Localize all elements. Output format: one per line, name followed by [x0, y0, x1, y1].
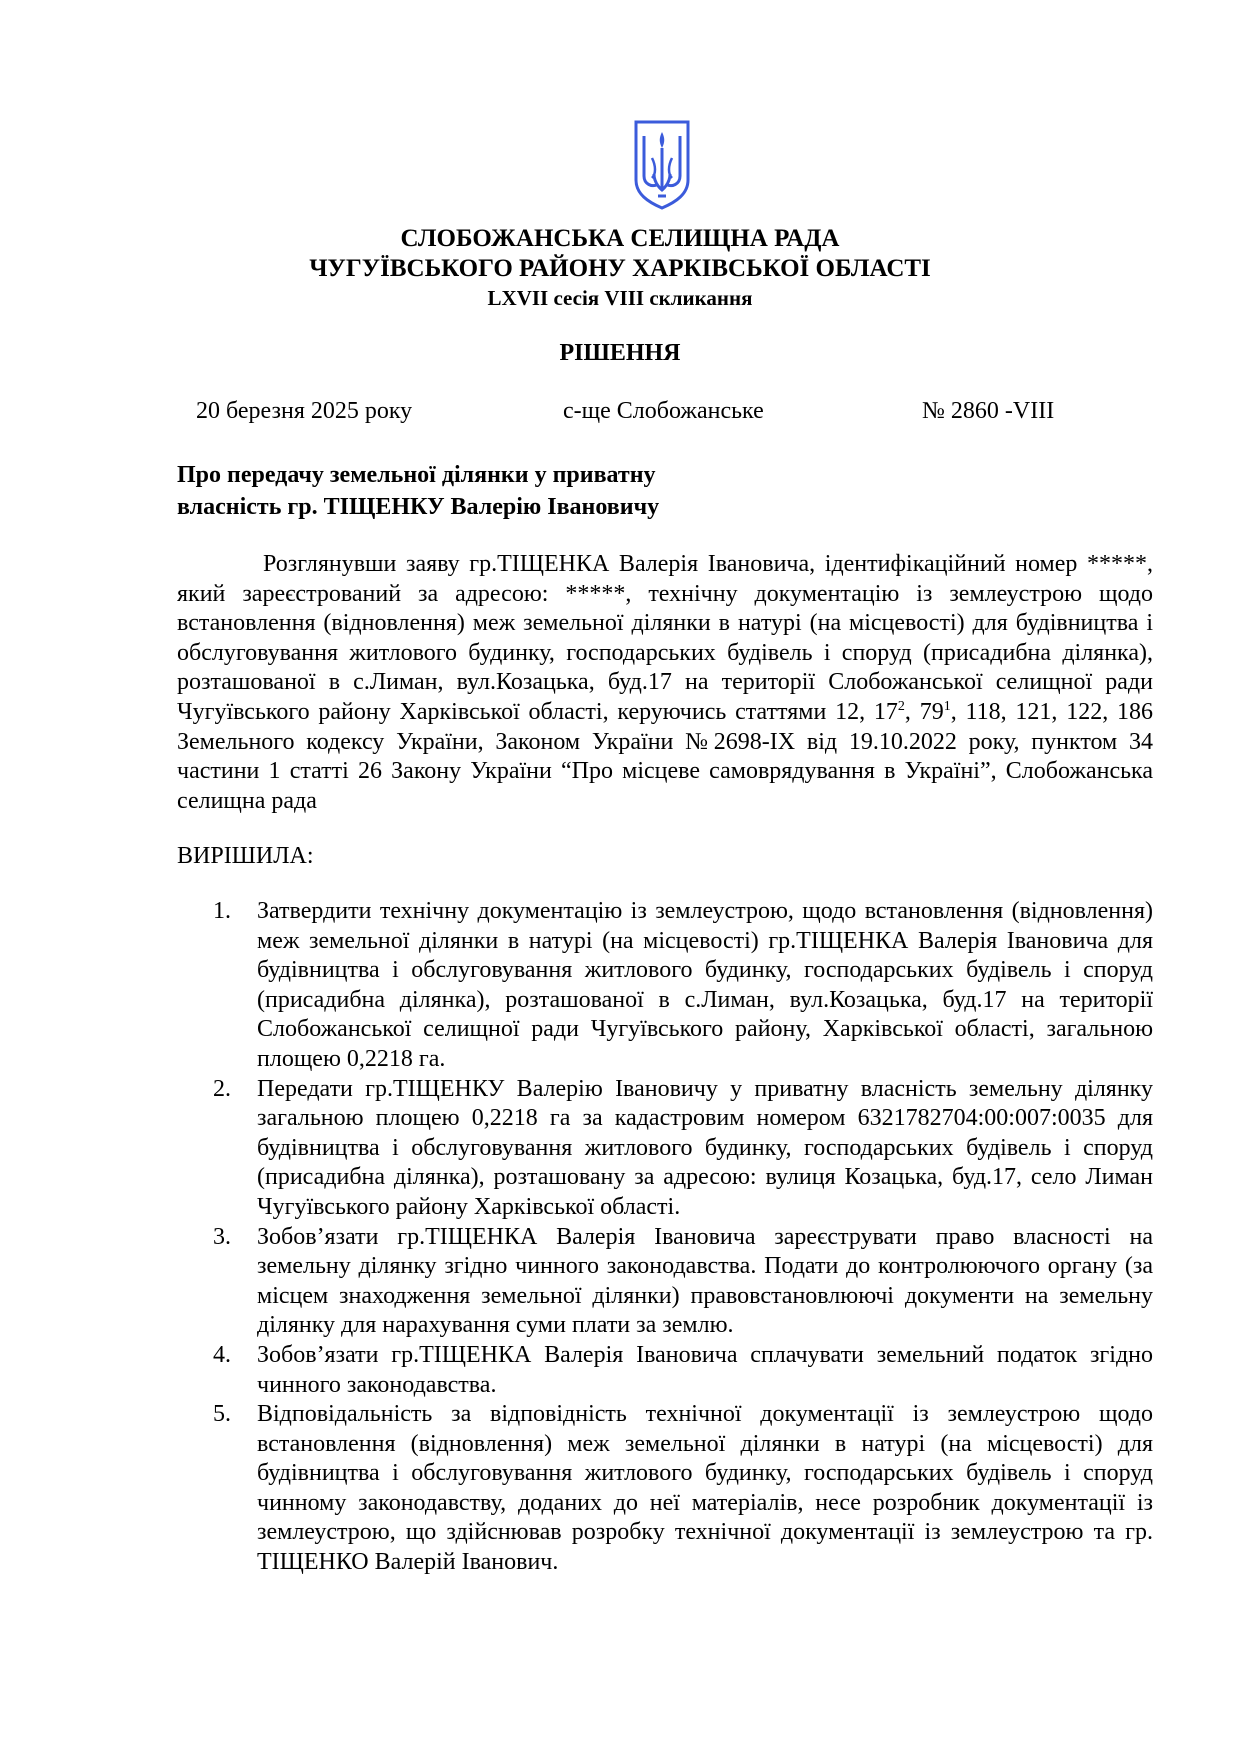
decision-subject [177, 459, 877, 523]
subject-line1: Про передачу земельної ділянки у приватну [177, 462, 656, 488]
item-number: 1. [213, 898, 231, 924]
superscript-2: 2 [897, 698, 905, 714]
superscript-1: 1 [943, 698, 951, 714]
preamble-text-part3: , 118, 121, 122, 186 Земельного кодексу України, Законом України №2698-IX від 19.10.2022 року, пунктом 34 частини 1 статті 26 Закону України “Про місцеве самоврядування в Україні”, Слобожанська селищна рада [177, 698, 1154, 814]
item-text: Затвердити технічну документацію із землеустрою, щодо встановлення (відновлення) меж земельної ділянки в натурі (на місцевості) гр.ТІЩЕНКА Валерія Івановича для будівництва і обслуговування житлового будинку, господарських будівель і споруд (присадибна ділянка), розташованої в с.Лиман, вул.Козацька, буд.17 на території Слобожанської селищної ради Чугуївського району, Харківської області, загальною площею 0,2218 га. [257, 898, 1153, 1072]
preamble-paragraph [177, 550, 1153, 816]
decision-place: с-ще Слобожанське [563, 398, 764, 424]
list-item [177, 897, 1153, 1075]
list-item [177, 1223, 1153, 1341]
item-number: 3. [213, 1223, 231, 1250]
item-text: Зобов’язати гр.ТІЩЕНКА Валерія Івановича зареєструвати право власності на земельну ділянку згідно чинного законодавства. Подати до контролюючого органу (за місцем знаходження земельної ділянки) правовстановлюючі документи на земельну ділянку для нарахування суми плати за землю. [257, 1223, 1153, 1339]
session-line: LXVII сесія VIII скликання [487, 286, 753, 310]
preamble-text-part1: Розглянувши заяву гр.ТІЩЕНКА Валерія Івановича, ідентифікаційний номер *****, який зареєстрований за адресою: *****, технічну документацію із землеустрою щодо встановлення (відновлення) меж земельної ділянки в натурі (на місцевості) для будівництва і обслуговування житлового будинку, господарських будівель і споруд (присадибна ділянка), розташованої в с.Лиман, вул.Козацька, буд.17 на території Слобожанської селищної ради Чугуївського району Харківської області, керуючись статтями 12, 17 [177, 551, 1153, 725]
item-number: 2. [213, 1075, 231, 1102]
decision-number: № 2860 -VIII [922, 398, 1055, 424]
item-number: 5. [213, 1401, 231, 1428]
item-text: Передати гр.ТІЩЕНКУ Валерію Івановичу у приватну власність земельну ділянку загальною площею 0,2218 га за кадастровим номером 6321782704:00:007:0035 для будівництва і обслуговування житлового будинку, господарських будівель і споруд (присадибна ділянка), розташовану за адресою: вулиця Козацька, буд.17, село Лиман Чугуївського району Харківської області. [257, 1075, 1153, 1220]
list-item [177, 1075, 1153, 1223]
decision-date: 20 березня 2025 року [196, 398, 413, 424]
item-text: Зобов’язати гр.ТІЩЕНКА Валерія Івановича сплачувати земельний податок згідно чинного законодавства. [257, 1341, 1153, 1398]
subject-line2: власність гр. ТІЩЕНКУ Валерію Івановичу [177, 494, 660, 520]
preamble-text-part2: , 79 [904, 698, 944, 725]
item-number: 4. [213, 1341, 231, 1368]
org-name-line2: ЧУГУЇВСЬКОГО РАЙОНУ ХАРКІВСЬКОЇ ОБЛАСТІ [309, 255, 931, 282]
org-name-line1: СЛОБОЖАНСЬКА СЕЛИЩНА РАДА [400, 225, 840, 252]
document-type-title: РІШЕННЯ [559, 340, 681, 366]
trident-emblem-icon [632, 118, 692, 210]
list-item [177, 1400, 1153, 1578]
decision-items-list [177, 897, 1153, 1578]
item-text: Відповідальність за відповідність технічної документації із землеустрою щодо встановлення (відновлення) меж земельної ділянки в натурі (на місцевості) для будівництва і обслуговування житлового будинку, господарських будівель і споруд чинному законодавству, доданих до неї матеріалів, несе розробник документації із землеустрою, що здійснював розробку технічної документації із землеустрою та гр. ТІЩЕНКО Валерій Іванович. [257, 1401, 1153, 1576]
list-item [177, 1341, 1153, 1400]
decided-label: ВИРІШИЛА: [177, 843, 314, 869]
